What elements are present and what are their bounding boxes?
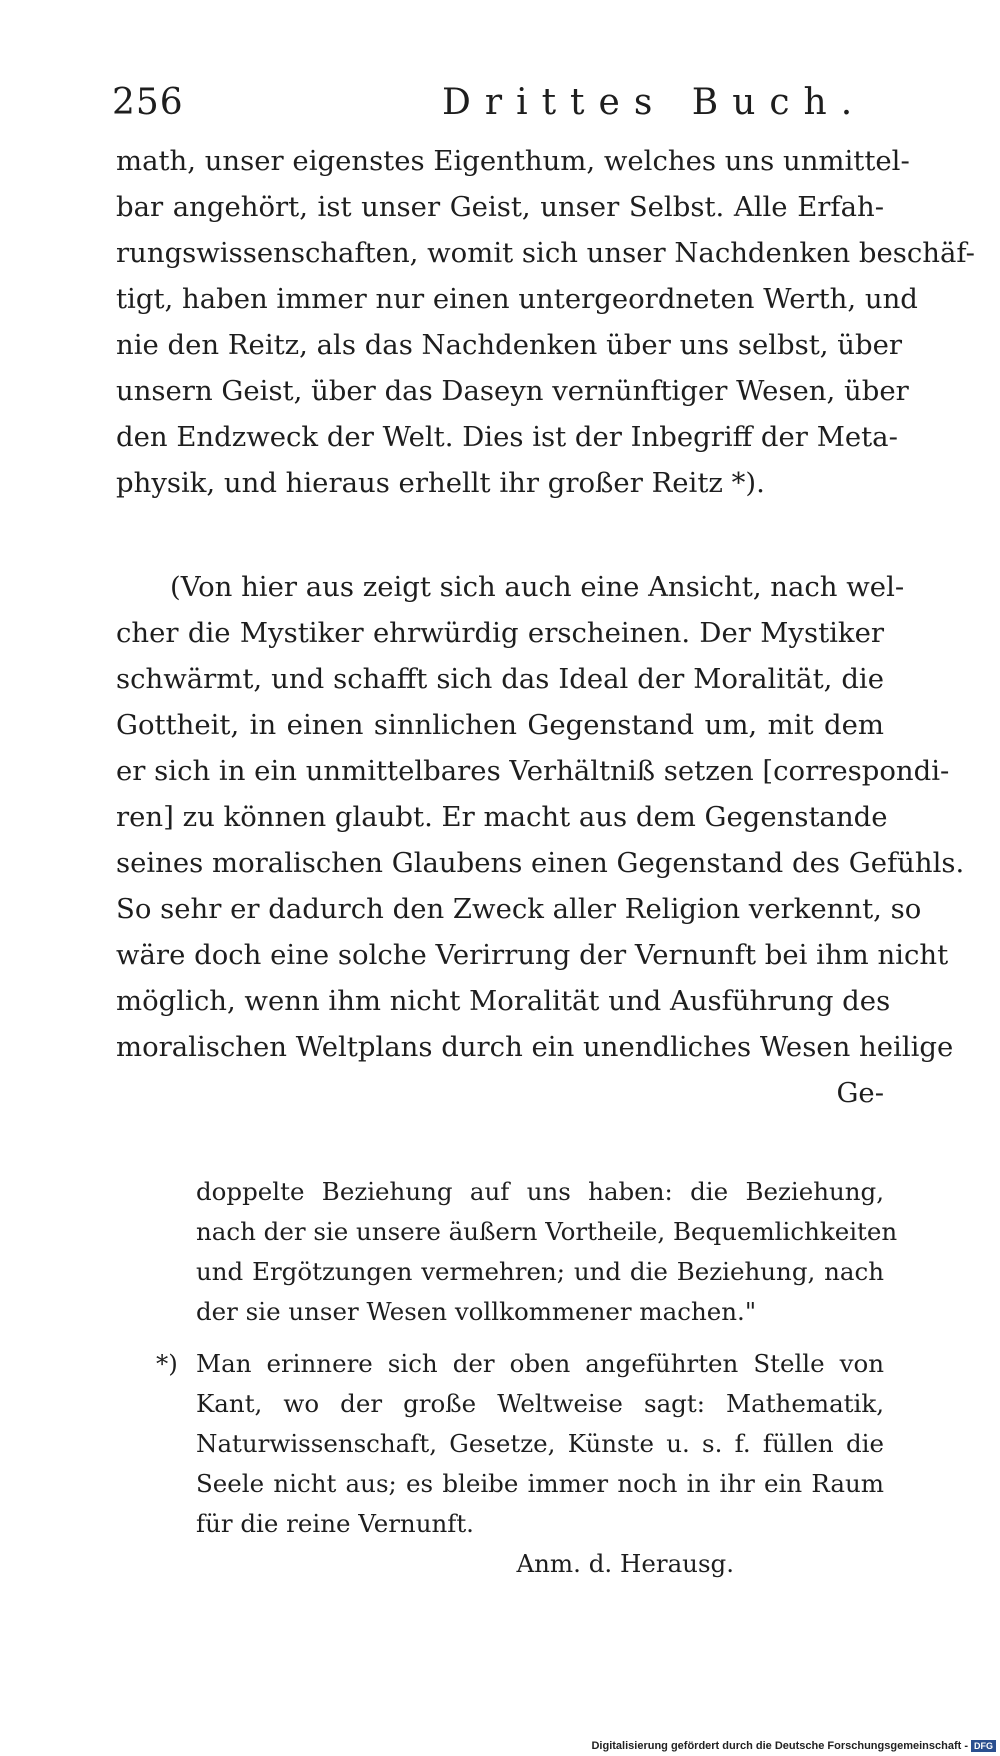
footnote-first-line [116,1344,884,1384]
text-line: tigt, haben immer nur einen untergeordneten Werth, und [116,283,918,315]
text-line: rungswissenschaften, womit sich unser Nachdenken beschäf- [116,237,975,269]
text-line: unsern Geist, über das Daseyn vernünftiger Wesen, über [116,375,909,407]
footnote-line: doppelte Beziehung auf uns haben: die Beziehung, [196,1177,884,1206]
footnote-line: Naturwissenschaft, Gesetze, Künste u. s. f. füllen die [196,1429,884,1458]
text-line: er sich in ein unmittelbares Verhältniß setzen [correspondi- [116,755,950,787]
page-number: 256 [112,82,184,123]
footnote-line: Seele nicht aus; es bleibe immer noch in ihr ein Raum [196,1469,884,1498]
text-line: moralischen Weltplans durch ein unendliches Wesen heilige [116,1031,954,1063]
digitization-credit [591,1740,996,1752]
text-line: Gottheit, in einen sinnlichen Gegenstand um, mit dem [116,709,884,741]
text-line: bar angehört, ist unser Geist, unser Selbst. Alle Erfah- [116,191,884,223]
text-line: möglich, wenn ihm nicht Moralität und Ausführung des [116,985,891,1017]
text-line: (Von hier aus zeigt sich auch eine Ansicht, nach wel- [170,571,905,603]
footnote-marker: *) [156,1349,178,1378]
page-header [112,82,882,132]
footnote-line: nach der sie unsere äußern Vortheile, Bequemlichkeiten [196,1217,898,1246]
text-line: wäre doch eine solche Verirrung der Vernunft bei ihm nicht [116,939,949,971]
footnote-line: der sie unser Wesen vollkommener machen." [196,1297,757,1326]
text-line: cher die Mystiker ehrwürdig erscheinen. Der Mystiker [116,617,884,649]
text-line: schwärmt, und schafft sich das Ideal der Moralität, die [116,663,884,695]
text-line: physik, und hieraus erhellt ihr großer Reitz *). [116,467,765,499]
footnotes [116,1172,898,1584]
text-line: So sehr er dadurch den Zweck aller Religion verkennt, so [116,893,922,925]
footnote-line: und Ergötzungen vermehren; und die Beziehung, nach [196,1257,884,1286]
footnote-line: für die reine Vernunft. [196,1509,474,1538]
catchword: Ge- [836,1077,884,1109]
main-text [116,138,975,1116]
credit-text: Digitalisierung gefördert durch die Deutsche Forschungsgemeinschaft - [591,1740,968,1752]
text-line: nie den Reitz, als das Nachdenken über uns selbst, über [116,329,903,361]
footnote-line: Kant, wo der große Weltweise sagt: Mathematik, [196,1389,884,1418]
text-line: seines moralischen Glaubens einen Gegenstand des Gefühls. [116,847,965,879]
text-line: den Endzweck der Welt. Dies ist der Inbegriff der Meta- [116,421,898,453]
text-line: math, unser eigenstes Eigenthum, welches uns unmittel- [116,145,910,177]
footnote-line: Man erinnere sich der oben angeführten Stelle von [196,1349,884,1378]
editor-signature: Anm. d. Herausg. [516,1549,734,1578]
text-line: ren] zu können glaubt. Er macht aus dem Gegenstande [116,801,888,833]
dfg-logo: DFG [971,1740,996,1752]
running-head: Drittes Buch. [442,82,867,123]
